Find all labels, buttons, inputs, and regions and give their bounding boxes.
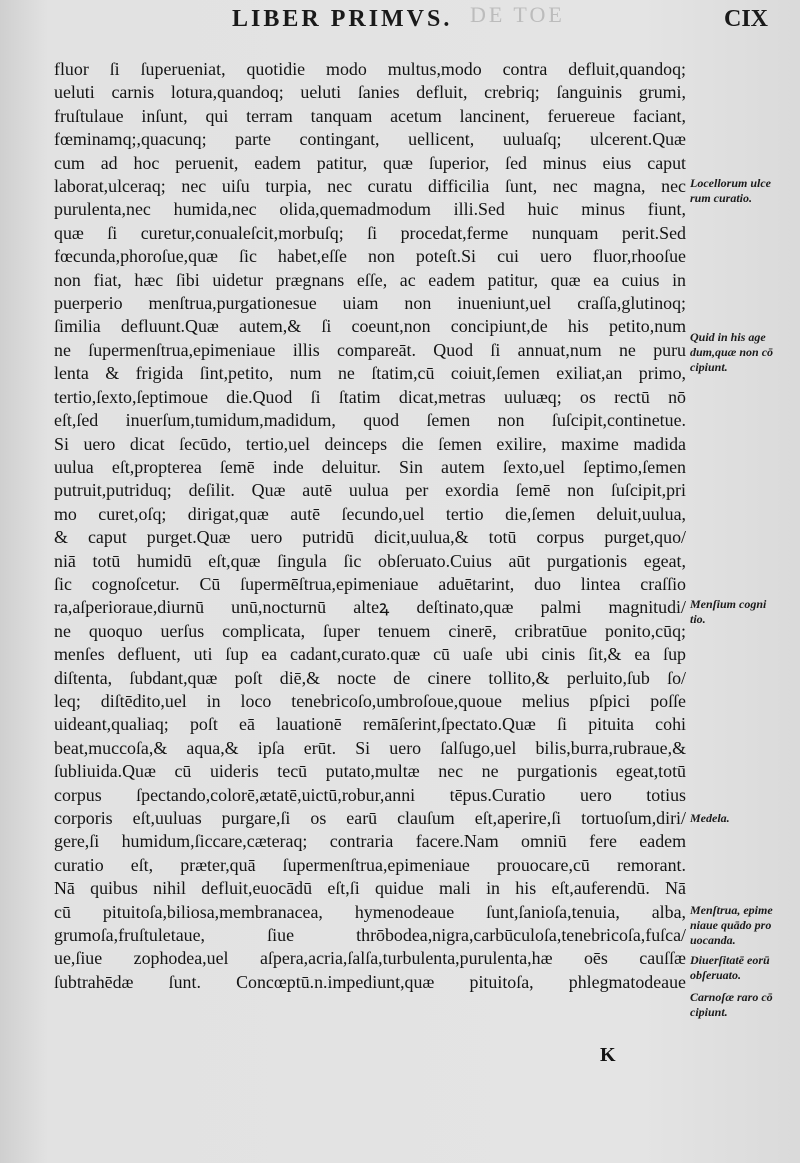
- text-line: niā totū humidū eſt,quæ ſingula ſic obſeruato.Cuius aūt purgationis egeat,: [54, 550, 686, 571]
- text-line: mo curet,oſq; dirigat,quæ autē ſecundo,uel tertio die,ſemen deluit,uulua,: [54, 503, 686, 524]
- marginal-line: dum,quæ non cō: [690, 345, 774, 359]
- text-line: quæ ſi curetur,conualeſcit,morbuſq; ſi procedat,ferme nunquam perit.Sed: [54, 222, 686, 243]
- text-line: uideant,qualiaq; poſt eā lauationē remāſerint,ſpectato.Quæ ſi pituita cohi: [54, 714, 686, 735]
- text-line: ſubtrahēdæ ſunt. Concœptū.n.impediunt,quæ pituitoſa, phlegmatodeaue: [54, 971, 686, 992]
- marginal-line: Diuerſitatē eorū: [690, 953, 770, 967]
- marginal-line: rum curatio.: [690, 191, 753, 205]
- marginal-line: Menſtrua, epime: [690, 903, 773, 917]
- text-line: fœminamq;,quacunq; parte contingant, uellicent, uuluaſq; ulcerent.Quæ: [54, 129, 686, 150]
- marginal-note: [690, 330, 798, 375]
- text-line: menſes defluent, uti ſup ea cadant,curato.quæ cū uaſe ubi cinis ſit,& ea ſup: [54, 644, 686, 665]
- folio-number: CIX: [723, 6, 768, 32]
- text-line: puerperio menſtrua,purgationesue uiam non inueniunt,uel craſſa,glutinoq;: [54, 293, 686, 314]
- text-line: ſimilia defluunt.Quæ autem,& ſi coeunt,non concipiunt,de his petito,num: [54, 316, 686, 337]
- text-line: fœcunda,phoroſue,quæ ſic habet,eſſe non poteſt.Si cui uero fluor,rhooſue: [54, 246, 686, 267]
- text-line: eſt,ſed inuerſum,tumidum,madidum, quod ſemen non ſuſcipit,continetue.: [54, 410, 686, 431]
- text-line: non fiat, hæc ſibi uidetur prægnans eſſe, ac eadem patitur, quæ ea cuius in: [54, 269, 686, 290]
- text-line: leq; diſtēdito,uel in loco tenebricoſo,umbroſoue,quoue melius pſpici poſſe: [54, 690, 686, 711]
- text-line: tertio,ſexto,ſeptimoue die.Quod ſi ſtatim dicat,metras uuluæq; os rectū nō: [54, 386, 686, 407]
- marginal-note: [690, 597, 798, 627]
- catchword: K: [600, 1044, 616, 1066]
- text-line: cū pituitoſa,biliosa,membranacea, hymenodeaue ſunt,ſanioſa,tenuia, alba,: [54, 901, 686, 922]
- marginal-line: Carnoſæ raro cō: [690, 990, 773, 1004]
- text-line: ueluti carnis lotura,quandoq; ueluti ſanies defluit, crebriq; ſanguinis grumi,: [54, 82, 686, 103]
- text-line: diſtenta, ſubdant,quæ poſt diē,& nocte de cinere tollito,& perluito,ſub ſo/: [54, 667, 686, 688]
- text-line: fluor ſi ſuperueniat, quotidie modo multus,modo contra defluit,quandoq;: [54, 59, 686, 79]
- text-line: corporis eſt,uuluas purgare,ſi os earū clauſum eſt,aperire,ſi tortuoſum,diri/: [54, 808, 686, 828]
- text-line: corpus ſpectando,colorē,ætatē,uictū,robur,anni tēpus.Curatio uero totius: [54, 784, 686, 805]
- marginal-line: obſeruato.: [690, 968, 741, 982]
- marginal-note: [690, 903, 798, 948]
- marginal-line: tio.: [690, 612, 706, 626]
- marginal-line: Menſium cogni: [690, 597, 767, 611]
- text-line: uulua eſt,propterea ſemē inde deluitur. Sin autem ſexto,uel ſeptimo,ſemen: [54, 456, 686, 477]
- marginal-line: Locellorum ulce: [690, 176, 771, 190]
- text-line: & caput purget.Quæ uero putridū dicit,uulua,& totū corpus purget,quo/: [54, 527, 686, 548]
- running-title: LIBER PRIMVS.: [232, 6, 453, 32]
- text-line: ſic cognoſcetur. Cū ſupermēſtrua,epimeniaue aduētarint, duo lintea craſſio: [54, 573, 686, 594]
- text-line: fruſtulaue inſunt, qui terram tanquam acetum lancinent, feruereue faciant,: [54, 105, 686, 126]
- marginal-line: niaue quādo pro: [690, 918, 772, 932]
- show-through-text: DE TOE: [470, 2, 565, 27]
- text-line: grumoſa,fruſtuletaue, ſiue thrōbodea,nigra,carbūculoſa,tenebricoſa,fuſca/: [54, 925, 686, 946]
- page-header: [0, 4, 800, 40]
- marginal-note: [690, 990, 798, 1020]
- text-line: ne ſupermenſtrua,epimeniaue illis compareāt. Quod ſi annuat,num ne puru: [54, 339, 686, 360]
- text-line: Nā quibus nihil defluit,euocādū eſt,ſi quidue mali in his eſt,auferendū. Nā: [54, 878, 686, 899]
- text-line: gere,ſi humidum,ſiccare,cæteraq; contraria facere.Nam omniū fere eadem: [54, 831, 686, 852]
- marginal-note: [690, 176, 798, 206]
- marginal-line: uocanda.: [690, 933, 736, 947]
- marginal-line: cipiunt.: [690, 1005, 728, 1019]
- text-line: Si uero dicat ſecūdo, tertio,uel deinceps die ſemen exilire, maxime madida: [54, 433, 686, 454]
- text-line: cum ad hoc peruenit, eadem patitur, quæ ſuperior, ſed minus eius caput: [54, 152, 686, 173]
- text-line: purulenta,nec humida,nec olida,quemadmodum illi.Sed huic minus fiunt,: [54, 199, 686, 220]
- marginal-note: [690, 953, 798, 983]
- marginal-line: Medela.: [690, 811, 730, 825]
- text-line: ra,aſperioraue,diurnū unū,nocturnū alteꝝ deſtinato,quæ palmi magnitudi/: [54, 597, 686, 618]
- text-line: ſubliuida.Quæ cū uideris tecū putato,multæ nec ne purgationis egeat,totū: [54, 761, 686, 782]
- text-line: curatio eſt, præter,quā ſupermenſtrua,epimeniaue prouocare,cū remorant.: [54, 854, 686, 875]
- marginal-line: Quid in his age: [690, 330, 766, 344]
- text-line: ne quoquo uerſus complicata, ſuper tenuem cinerē, cribratūue ponito,cūq;: [54, 620, 686, 641]
- text-line: ue,ſiue zophodea,uel aſpera,acria,ſalſa,turbulenta,purulenta,hæ oēs cauſſæ: [54, 948, 686, 969]
- text-line: lenta & frigida ſint,petito, num ne ſtatim,cū coiuit,ſemen exiliat,an primo,: [54, 363, 686, 384]
- text-line: laborat,ulceraq; nec uiſu turpia, nec curatu difficilia ſunt, nec magna, nec: [54, 176, 686, 197]
- marginal-line: cipiunt.: [690, 360, 728, 374]
- marginal-note: [690, 811, 798, 826]
- body-text: [54, 58, 686, 994]
- text-line: beat,muccoſa,& aqua,& ipſa erūt. Si uero ſalſugo,uel bilis,burra,rubraue,&: [54, 737, 686, 758]
- text-line: putruit,putriduq; deſilit. Quæ autē uulua per exordia ſemē non ſuſcipit,pri: [54, 480, 686, 501]
